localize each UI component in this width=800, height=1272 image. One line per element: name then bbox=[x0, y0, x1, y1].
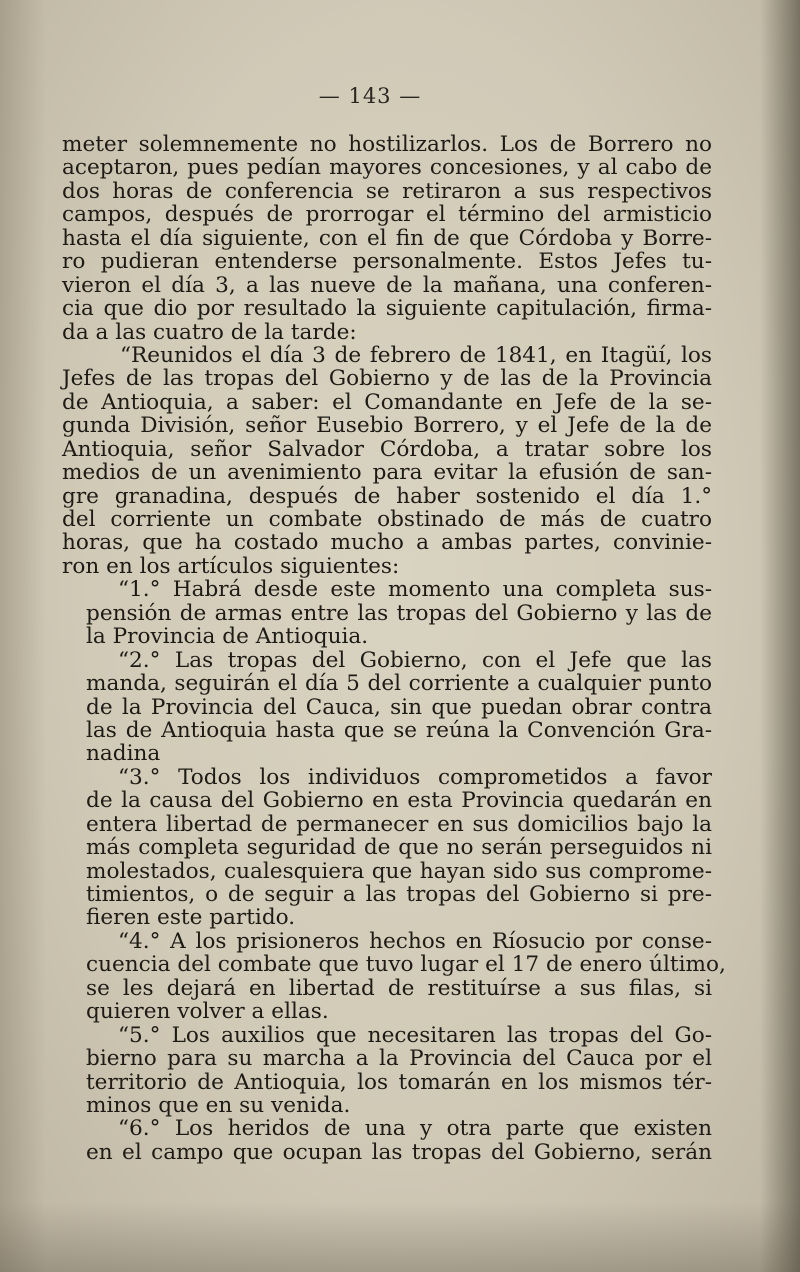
text-line: ron en los artículos siguientes: bbox=[62, 553, 400, 579]
text-line: quieren volver a ellas. bbox=[86, 999, 329, 1025]
text-line: da a las cuatro de la tarde: bbox=[62, 319, 357, 345]
text-line: “1.° Habrá desde este momento una completa sus- bbox=[118, 577, 712, 603]
text-line: entera libertad de permanecer en sus domicilios bajo la bbox=[86, 811, 712, 837]
text-line: “Reunidos el día 3 de febrero de 1841, en Itagüí, los bbox=[120, 342, 712, 368]
text-line: “4.° A los prisioneros hechos en Ríosucio por conse- bbox=[118, 928, 712, 954]
text-line: Jefes de las tropas del Gobierno y de las de la Provincia bbox=[62, 366, 712, 392]
text-line: “5.° Los auxilios que necesitaren las tropas del Go- bbox=[118, 1022, 712, 1048]
text-line: de Antioquia, a saber: el Comandante en Jefe de la se- bbox=[62, 389, 712, 415]
text-line: gre granadina, después de haber sostenido el día 1.° bbox=[62, 483, 712, 509]
text-line: vieron el día 3, a las nueve de la mañana, una conferen- bbox=[62, 272, 712, 298]
text-line: timientos, o de seguir a las tropas del Gobierno si pre- bbox=[86, 882, 712, 907]
text-line: dos horas de conferencia se retiraron a sus respectivos bbox=[62, 178, 712, 204]
text-line: del corriente un combate obstinado de más de cuatro bbox=[62, 507, 712, 532]
text-line: fieren este partido. bbox=[86, 905, 296, 931]
text-line: Antioquia, señor Salvador Córdoba, a tratar sobre los bbox=[62, 436, 712, 462]
text-line: nadina bbox=[86, 741, 161, 767]
text-line: aceptaron, pues pedían mayores concesiones, y al cabo de bbox=[62, 155, 712, 181]
page-shadow-bottom bbox=[0, 1202, 800, 1272]
text-line: hasta el día siguiente, con el fin de que Córdoba y Borre- bbox=[62, 225, 712, 251]
page-shadow-right bbox=[760, 0, 800, 1272]
text-line: territorio de Antioquia, los tomarán en los mismos tér- bbox=[86, 1069, 712, 1095]
text-line: “3.° Todos los individuos comprometidos a favor bbox=[118, 764, 712, 790]
text-line: horas, que ha costado mucho a ambas partes, convinie- bbox=[62, 530, 712, 556]
text-line: campos, después de prorrogar el término del armisticio bbox=[62, 202, 712, 228]
text-line: en el campo que ocupan las tropas del Gobierno, serán bbox=[86, 1139, 712, 1165]
body-text bbox=[62, 132, 726, 1165]
text-line: se les dejará en libertad de restituírse a sus filas, si bbox=[86, 975, 712, 1001]
text-line: manda, seguirán el día 5 del corriente a cualquier punto bbox=[86, 671, 712, 697]
page-shadow-left bbox=[0, 0, 46, 1272]
text-line: cuencia del combate que tuvo lugar el 17 de enero último, bbox=[86, 952, 726, 978]
text-line: la Provincia de Antioquia. bbox=[86, 624, 369, 650]
text-line: bierno para su marcha a la Provincia del Cauca por el bbox=[86, 1046, 712, 1072]
text-line: “2.° Las tropas del Gobierno, con el Jefe que las bbox=[118, 647, 712, 673]
text-line: ro pudieran entenderse personalmente. Estos Jefes tu- bbox=[62, 249, 712, 275]
text-line: las de Antioquia hasta que se reúna la Convención Gra- bbox=[86, 717, 712, 743]
text-line: minos que en su venida. bbox=[86, 1092, 351, 1118]
text-line: gunda División, señor Eusebio Borrero, y el Jefe de la de bbox=[62, 413, 712, 439]
page-number: — 143 — bbox=[318, 84, 422, 108]
text-line: “6.° Los heridos de una y otra parte que existen bbox=[118, 1116, 712, 1142]
text-line: cia que dio por resultado la siguiente capitulación, firma- bbox=[62, 296, 712, 322]
text-line: molestados, cualesquiera que hayan sido sus comprome- bbox=[86, 858, 712, 884]
text-line: de la Provincia del Cauca, sin que puedan obrar contra bbox=[86, 694, 712, 720]
text-line: de la causa del Gobierno en esta Provincia quedarán en bbox=[86, 788, 712, 814]
text-line: meter solemnemente no hostilizarlos. Los de Borrero no bbox=[62, 132, 712, 157]
text-line: más completa seguridad de que no serán perseguidos ni bbox=[86, 835, 712, 861]
text-line: medios de un avenimiento para evitar la efusión de san- bbox=[62, 460, 712, 486]
text-line: pensión de armas entre las tropas del Gobierno y las de bbox=[86, 600, 712, 626]
